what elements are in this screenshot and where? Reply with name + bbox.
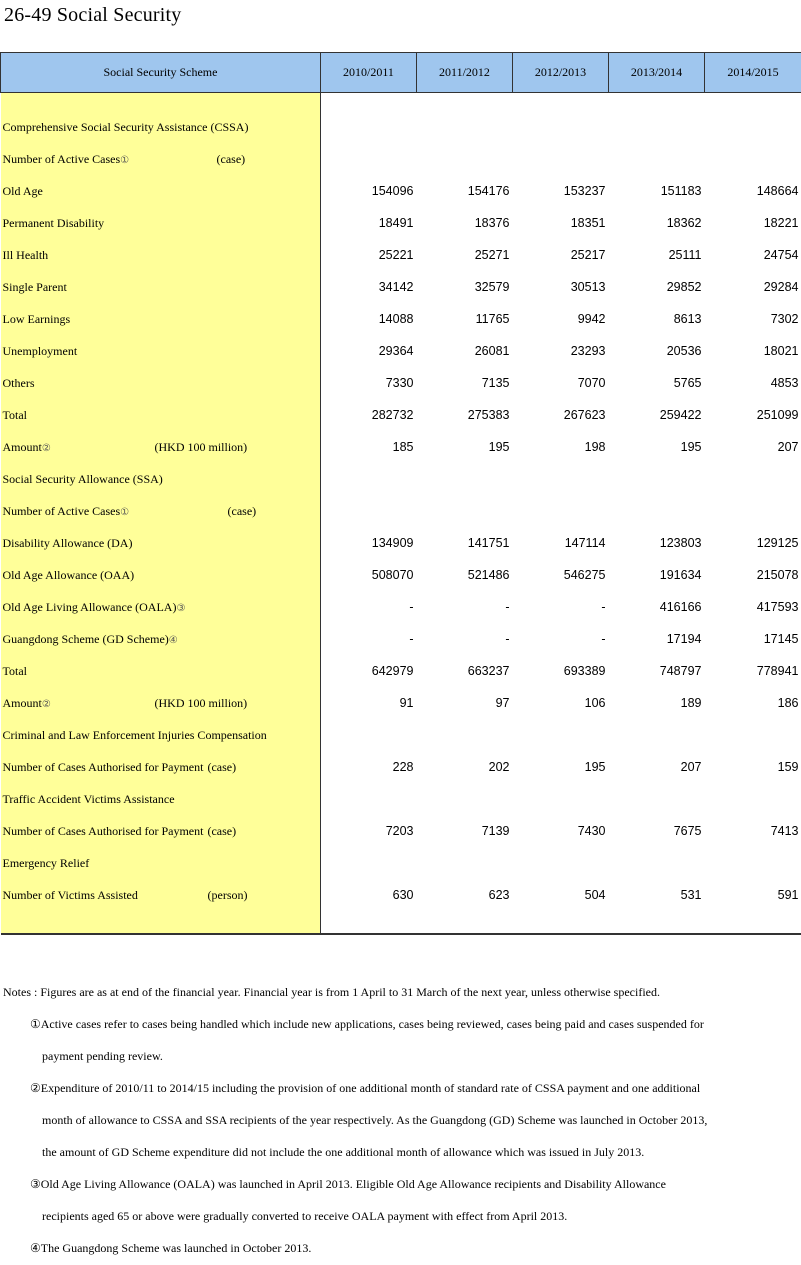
table-row xyxy=(1,271,801,303)
row-label-cell xyxy=(1,399,321,431)
value-cell: 4853 xyxy=(770,376,799,390)
value-cell: 23293 xyxy=(570,344,606,358)
value-cell: 7430 xyxy=(577,824,606,838)
row-label: Emergency Relief xyxy=(2,855,90,870)
value-cell: 8613 xyxy=(673,312,702,326)
value-cell xyxy=(321,495,417,527)
value-cell: 18021 xyxy=(763,344,799,358)
value-cell: 129125 xyxy=(756,536,799,550)
value-cell-spacer xyxy=(321,93,417,112)
value-cell: 30513 xyxy=(570,280,606,294)
value-cell: 11765 xyxy=(475,312,510,326)
table-row xyxy=(1,207,801,239)
value-cell-spacer xyxy=(705,93,801,112)
value-cell: 18376 xyxy=(474,216,510,230)
value-cell xyxy=(513,111,609,143)
value-cell xyxy=(321,463,417,495)
value-cell: 591 xyxy=(777,888,799,902)
label-cell-spacer xyxy=(1,93,321,112)
value-cell xyxy=(705,847,801,879)
row-label-cell xyxy=(1,143,321,175)
row-label-cell xyxy=(1,527,321,559)
page-title: 26-49 Social Security xyxy=(4,4,182,26)
value-cell-spacer xyxy=(609,93,705,112)
value-cell xyxy=(609,463,705,495)
value-cell: 259422 xyxy=(659,408,702,422)
row-label: Single Parent xyxy=(2,279,67,294)
value-cell: - xyxy=(409,600,414,614)
value-cell: 198 xyxy=(584,440,606,454)
header-year: 2012/2013 xyxy=(513,53,609,93)
row-label-cell xyxy=(1,207,321,239)
table-spacer-row xyxy=(1,911,801,934)
value-cell: 195 xyxy=(584,760,606,774)
table-header-row xyxy=(1,53,801,93)
value-cell: 7135 xyxy=(481,376,510,390)
header-year: 2013/2014 xyxy=(609,53,705,93)
value-cell: - xyxy=(505,632,510,646)
row-label-cell xyxy=(1,367,321,399)
row-label: Number of Cases Authorised for Payment xyxy=(2,823,204,838)
value-cell xyxy=(417,847,513,879)
row-label: Number of Victims Assisted xyxy=(2,887,138,902)
table-row xyxy=(1,367,801,399)
note-line: ④The Guangdong Scheme was launched in October 2013. xyxy=(30,1241,312,1255)
value-cell: 153237 xyxy=(563,184,606,198)
value-cell: 275383 xyxy=(467,408,510,422)
value-cell: 5765 xyxy=(673,376,702,390)
table-row xyxy=(1,527,801,559)
value-cell xyxy=(705,143,801,175)
value-cell xyxy=(609,143,705,175)
table-row xyxy=(1,239,801,271)
value-cell: 18491 xyxy=(378,216,414,230)
value-cell: 417593 xyxy=(756,600,799,614)
value-cell: 531 xyxy=(680,888,702,902)
row-label-cell xyxy=(1,303,321,335)
row-label: Traffic Accident Victims Assistance xyxy=(2,791,175,806)
value-cell: 267623 xyxy=(563,408,606,422)
table-row xyxy=(1,591,801,623)
value-cell-spacer xyxy=(513,93,609,112)
row-label-cell xyxy=(1,623,321,655)
row-label-cell xyxy=(1,271,321,303)
value-cell: 7675 xyxy=(673,824,702,838)
value-cell: 7330 xyxy=(385,376,414,390)
header-scheme: Social Security Scheme xyxy=(1,53,321,93)
value-cell: 34142 xyxy=(378,280,414,294)
value-cell xyxy=(513,495,609,527)
value-cell xyxy=(705,111,801,143)
table-row xyxy=(1,623,801,655)
row-label: Unemployment xyxy=(2,343,78,358)
value-cell: 195 xyxy=(680,440,702,454)
note-line: ①Active cases refer to cases being handled which include new applications, cases being reviewed, cases being paid and cases suspended for xyxy=(30,1017,704,1031)
value-cell: - xyxy=(409,632,414,646)
value-cell: 147114 xyxy=(564,536,606,550)
table-row xyxy=(1,719,801,751)
value-cell xyxy=(705,495,801,527)
footnote-marker: ① xyxy=(120,506,130,518)
value-cell xyxy=(417,111,513,143)
row-label: Permanent Disability xyxy=(2,215,105,230)
value-cell-spacer xyxy=(321,911,417,934)
value-cell xyxy=(513,783,609,815)
value-cell xyxy=(513,463,609,495)
row-label: Others xyxy=(2,375,35,390)
footnote-marker: ③ xyxy=(176,602,186,614)
row-label: Number of Cases Authorised for Payment xyxy=(2,759,204,774)
header-year: 2011/2012 xyxy=(417,53,513,93)
table-row xyxy=(1,143,801,175)
row-label: Number of Active Cases xyxy=(2,151,121,166)
row-label: Criminal and Law Enforcement Injuries Compensation xyxy=(2,727,267,742)
value-cell: 546275 xyxy=(563,568,606,582)
value-cell xyxy=(417,783,513,815)
note-line: payment pending review. xyxy=(42,1049,163,1063)
unit-label: (person) xyxy=(207,888,248,902)
note-line: ③Old Age Living Allowance (OALA) was launched in April 2013. Eligible Old Age Allowance recipients and Disability Allowance xyxy=(30,1177,666,1191)
row-label: Disability Allowance (DA) xyxy=(2,535,133,550)
row-label-cell xyxy=(1,655,321,687)
value-cell xyxy=(417,495,513,527)
table-spacer-row xyxy=(1,93,801,112)
value-cell-spacer xyxy=(609,911,705,934)
table-row xyxy=(1,783,801,815)
note-line: month of allowance to CSSA and SSA recipients of the year respectively. As the Guangdong (GD) Scheme was launched in October 2013, xyxy=(42,1113,708,1127)
value-cell: 134909 xyxy=(371,536,414,550)
table-row xyxy=(1,655,801,687)
note-line: the amount of GD Scheme expenditure did not include the one additional month of allowance which was issued in July 2013. xyxy=(42,1145,645,1159)
table-row xyxy=(1,687,801,719)
value-cell xyxy=(609,847,705,879)
unit-label: (HKD 100 million) xyxy=(154,696,248,710)
value-cell-spacer xyxy=(417,93,513,112)
value-cell: 228 xyxy=(392,760,414,774)
row-label-cell xyxy=(1,175,321,207)
value-cell: 7413 xyxy=(770,824,799,838)
value-cell: 623 xyxy=(488,888,510,902)
label-cell-spacer xyxy=(1,911,321,934)
value-cell xyxy=(417,463,513,495)
unit-label: (case) xyxy=(227,504,257,518)
footnote-marker: ② xyxy=(41,698,51,710)
row-label-cell xyxy=(1,591,321,623)
value-cell: 25217 xyxy=(570,248,606,262)
value-cell: - xyxy=(505,600,510,614)
value-cell: 18351 xyxy=(570,216,606,230)
row-label: Old Age xyxy=(2,183,43,198)
value-cell: 215078 xyxy=(756,568,799,582)
value-cell: 630 xyxy=(392,888,414,902)
value-cell-spacer xyxy=(513,911,609,934)
value-cell xyxy=(705,783,801,815)
value-cell: 748797 xyxy=(659,664,702,678)
row-label-cell xyxy=(1,879,321,911)
row-label: Old Age Living Allowance (OALA) xyxy=(2,599,177,614)
value-cell xyxy=(609,111,705,143)
value-cell-spacer xyxy=(705,911,801,934)
value-cell: 251099 xyxy=(756,408,799,422)
value-cell: 17145 xyxy=(763,632,799,646)
value-cell: - xyxy=(601,632,606,646)
note-line: recipients aged 65 or above were gradually converted to receive OALA payment with effect from April 2013. xyxy=(42,1209,568,1223)
social-security-table xyxy=(0,52,801,935)
table-row xyxy=(1,879,801,911)
value-cell-spacer xyxy=(417,911,513,934)
value-cell xyxy=(513,847,609,879)
value-cell: 29852 xyxy=(666,280,702,294)
value-cell xyxy=(321,847,417,879)
value-cell: 106 xyxy=(584,696,606,710)
value-cell xyxy=(321,719,417,751)
table-row xyxy=(1,463,801,495)
value-cell: 25221 xyxy=(378,248,414,262)
row-label: Total xyxy=(2,407,27,422)
value-cell: 7070 xyxy=(577,376,606,390)
value-cell: 24754 xyxy=(763,248,799,262)
row-label-cell xyxy=(1,495,321,527)
value-cell xyxy=(417,143,513,175)
value-cell: 778941 xyxy=(756,664,799,678)
value-cell: 508070 xyxy=(371,568,414,582)
row-label-cell xyxy=(1,719,321,751)
row-label-cell xyxy=(1,751,321,783)
row-label-cell xyxy=(1,815,321,847)
value-cell: 521486 xyxy=(467,568,510,582)
value-cell: - xyxy=(601,600,606,614)
row-label: Total xyxy=(2,663,27,678)
footnote-marker: ④ xyxy=(168,634,178,646)
value-cell: 207 xyxy=(777,440,799,454)
notes-head: Notes : Figures are as at end of the financial year. Financial year is from 1 April to 31 March of the next year, unless otherwise specified. xyxy=(3,985,660,999)
value-cell: 20536 xyxy=(666,344,702,358)
value-cell: 9942 xyxy=(577,312,606,326)
value-cell: 663237 xyxy=(467,664,510,678)
value-cell: 154176 xyxy=(467,184,510,198)
value-cell: 416166 xyxy=(659,600,702,614)
row-label-cell xyxy=(1,559,321,591)
table-row xyxy=(1,559,801,591)
note-line: ②Expenditure of 2010/11 to 2014/15 including the provision of one additional month of standard rate of CSSA payment and one additional xyxy=(30,1081,701,1095)
value-cell: 14088 xyxy=(378,312,414,326)
unit-label: (case) xyxy=(207,759,237,774)
row-label-cell xyxy=(1,783,321,815)
unit-label: (case) xyxy=(207,823,237,838)
value-cell: 195 xyxy=(488,440,510,454)
value-cell: 186 xyxy=(777,696,799,710)
value-cell: 189 xyxy=(680,696,702,710)
table-row xyxy=(1,303,801,335)
row-label: Ill Health xyxy=(2,247,49,262)
value-cell: 26081 xyxy=(474,344,510,358)
value-cell xyxy=(609,783,705,815)
row-label-cell xyxy=(1,111,321,143)
footnote-marker: ② xyxy=(41,442,51,454)
value-cell xyxy=(705,463,801,495)
row-label: Social Security Allowance (SSA) xyxy=(2,471,163,486)
value-cell: 91 xyxy=(399,696,414,710)
table-row xyxy=(1,175,801,207)
value-cell: 123803 xyxy=(659,536,702,550)
row-label-cell xyxy=(1,847,321,879)
row-label: Amount xyxy=(2,439,42,454)
value-cell xyxy=(513,719,609,751)
row-label-cell xyxy=(1,335,321,367)
value-cell: 7302 xyxy=(770,312,799,326)
table-row xyxy=(1,335,801,367)
header-year: 2010/2011 xyxy=(321,53,417,93)
value-cell: 148664 xyxy=(756,184,799,198)
value-cell: 17194 xyxy=(666,632,702,646)
row-label: Old Age Allowance (OAA) xyxy=(2,567,135,582)
row-label-cell xyxy=(1,687,321,719)
value-cell: 159 xyxy=(777,760,799,774)
table-row xyxy=(1,111,801,143)
header-year: 2014/2015 xyxy=(705,53,801,93)
value-cell: 693389 xyxy=(563,664,606,678)
table-row xyxy=(1,495,801,527)
value-cell xyxy=(609,495,705,527)
table-row xyxy=(1,847,801,879)
value-cell: 7203 xyxy=(385,824,414,838)
value-cell xyxy=(321,783,417,815)
value-cell xyxy=(513,143,609,175)
value-cell xyxy=(417,719,513,751)
value-cell: 25271 xyxy=(474,248,510,262)
value-cell: 185 xyxy=(392,440,414,454)
row-label: Guangdong Scheme (GD Scheme) xyxy=(2,631,169,646)
table-row xyxy=(1,399,801,431)
row-label: Comprehensive Social Security Assistance (CSSA) xyxy=(2,119,249,134)
value-cell xyxy=(321,143,417,175)
footnote-marker: ① xyxy=(120,154,130,166)
value-cell: 29364 xyxy=(378,344,414,358)
unit-label: (HKD 100 million) xyxy=(154,440,248,454)
row-label: Number of Active Cases xyxy=(2,503,121,518)
value-cell: 29284 xyxy=(763,280,799,294)
value-cell: 207 xyxy=(680,760,702,774)
table-row xyxy=(1,815,801,847)
value-cell xyxy=(321,111,417,143)
value-cell: 154096 xyxy=(371,184,414,198)
value-cell: 18221 xyxy=(763,216,799,230)
row-label-cell xyxy=(1,463,321,495)
value-cell: 18362 xyxy=(666,216,702,230)
value-cell: 282732 xyxy=(371,408,414,422)
value-cell: 32579 xyxy=(474,280,510,294)
row-label: Low Earnings xyxy=(2,311,71,326)
value-cell: 504 xyxy=(584,888,606,902)
value-cell: 202 xyxy=(488,760,510,774)
value-cell: 191634 xyxy=(659,568,702,582)
row-label-cell xyxy=(1,239,321,271)
row-label-cell xyxy=(1,431,321,463)
table-body xyxy=(1,93,801,935)
value-cell: 151183 xyxy=(660,184,702,198)
row-label: Amount xyxy=(2,695,42,710)
value-cell: 642979 xyxy=(371,664,414,678)
value-cell xyxy=(609,719,705,751)
value-cell: 25111 xyxy=(668,248,702,262)
value-cell: 97 xyxy=(495,696,510,710)
table-row xyxy=(1,431,801,463)
value-cell: 7139 xyxy=(481,824,510,838)
value-cell: 141751 xyxy=(467,536,510,550)
unit-label: (case) xyxy=(216,152,246,166)
value-cell xyxy=(705,719,801,751)
table-row xyxy=(1,751,801,783)
